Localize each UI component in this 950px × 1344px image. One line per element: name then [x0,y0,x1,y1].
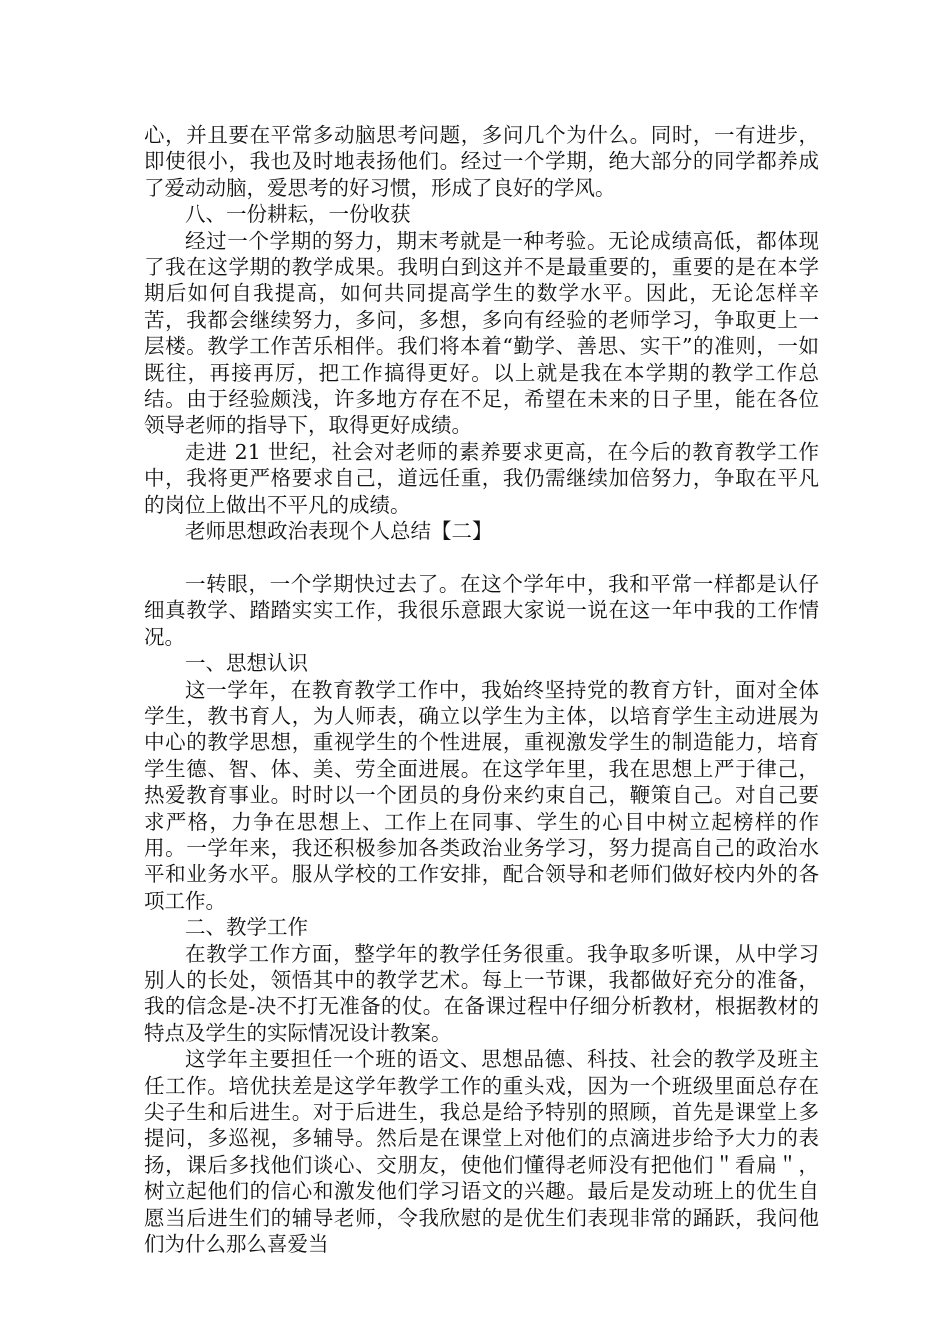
section-heading: 一、思想认识 [185,651,308,676]
section-heading: 八、一份耕耘，一份收获 [185,202,411,227]
paragraph: 这一学年，在教育教学工作中，我始终坚持党的教育方针，面对全体学生，教书育人，为人师表，确立以学生为主体，以培育学生主动进展为中心的教学思想，重视学生的个性进展，重视激发学生的制造能力，培育学生德、智、体、美、劳全面进展。在这学年里，我在思想上严于律己，热爱教育事业。时时以一个团员的身份来约束自己，鞭策自己。对自己要求严格，力争在思想上、工作上在同事、学生的心目中树立起榜样的作用。一学年来，我还积极参加各类政治业务学习，努力提高自己的政治水平和业务水平。服从学校的工作安排，配合领导和老师们做好校内外的各项工作。 [144,677,819,913]
paragraph: 心，并且要在平常多动脑思考问题，多问几个为什么。同时，一有进步，即使很小，我也及时地表扬他们。经过一个学期，绝大部分的同学都养成了爱动动脑，爱思考的好习惯，形成了良好的学风。 [144,123,819,200]
paragraph: 走进 21 世纪，社会对老师的素养要求更高，在今后的教育教学工作中，我将更严格要求自己，道远任重，我仍需继续加倍努力，争取在平凡的岗位上做出不平凡的成绩。 [144,439,819,517]
paragraph: 这学年主要担任一个班的语文、思想品德、科技、社会的教学及班主任工作。培优扶差是这学年教学工作的重头戏，因为一个班级里面总存在尖子生和后进生。对于后进生，我总是给予特别的照顾，首先是课堂上多提问，多巡视，多辅导。然后是在课堂上对他们的点滴进步给予大力的表扬，课后多找他们谈心、交朋友，使他们懂得老师没有把他们＂看扁＂，树立起他们的信心和激发他们学习语文的兴趣。最后是发动班上的优生自愿当后进生们的辅导老师，令我欣慰的是优生们表现非常的踊跃，我问他们为什么那么喜爱当 [144,1047,819,1257]
paragraph: 经过一个学期的努力，期末考就是一种考验。无论成绩高低，都体现了我在这学期的教学成果。我明白到这并不是最重要的，重要的是在本学期后如何自我提高，如何共同提高学生的数学水平。因此，无论怎样辛苦，我都会继续努力，多问，多想，多向有经验的老师学习，争取更上一层楼。教学工作苦乐相伴。我们将本着“勤学、善思、实干”的准则，一如既往，再接再厉，把工作搞得更好。以上就是我在本学期的教学工作总结。由于经验颇浅，许多地方存在不足，希望在未来的日子里，能在各位领导老师的指导下，取得更好成绩。 [144,228,819,438]
section-title: 老师思想政治表现个人总结【二】 [185,519,493,544]
section-heading: 二、教学工作 [185,915,308,940]
paragraph: 在教学工作方面，整学年的教学任务很重。我争取多听课，从中学习别人的长处，领悟其中的教学艺术。每上一节课，我都做好充分的准备，我的信念是-决不打无准备的仗。在备课过程中仔细分析教材，根据教材的特点及学生的实际情况设计教案。 [144,941,819,1045]
paragraph: 一转眼，一个学期快过去了。在这个学年中，我和平常一样都是认仔细真教学、踏踏实实工作，我很乐意跟大家说一说在这一年中我的工作情况。 [144,571,819,649]
blank-line [144,545,819,571]
document-page [144,122,819,1257]
